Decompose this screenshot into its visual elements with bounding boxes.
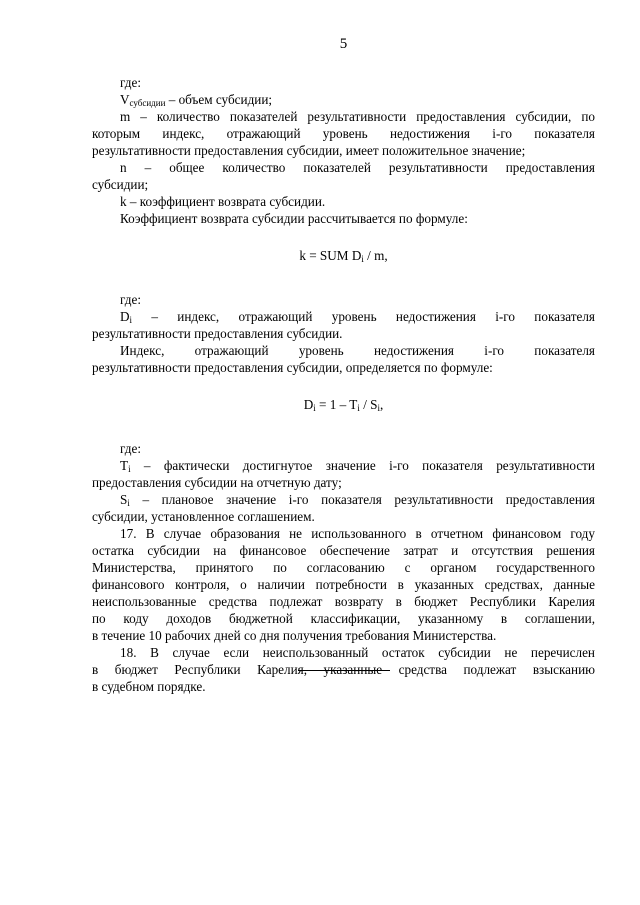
index-intro-line-2: результативности предоставления субсидии, определяется по формуле: <box>92 360 493 375</box>
definition-d-line-1: $D_i$ – индекс, отражающий уровень недостижения i-го показателя <box>120 309 595 325</box>
subscript: i <box>313 403 316 413</box>
where-label: где: <box>120 75 141 90</box>
paragraph-18-line-1: 18. В случае если неиспользованный остаток субсидии не перечислен <box>120 645 595 660</box>
subscript: i <box>129 315 133 325</box>
paragraph-17-line-5: неиспользованные средства подлежат возврату в бюджет Республики Карелия <box>92 594 595 609</box>
definition-v: $V_{субсидии}$ – объем субсидии; <box>120 92 273 108</box>
end-of-document-rule <box>298 670 390 671</box>
definition-s-line-2: субсидии, установленное соглашением. <box>92 509 315 524</box>
definition-k: k – коэффициент возврата субсидии. <box>120 194 326 209</box>
formula-k: k = SUM $D_i$ / m, <box>299 248 388 264</box>
paragraph-17-line-4: финансового контроля, о наличии потребности в указанных средствах, данные <box>92 577 595 592</box>
subscript: субсидии <box>129 98 166 108</box>
where-label: где: <box>120 441 141 456</box>
definition-s-line-1: $S_i$ – плановое значение i-го показателя результативности предоставления <box>120 492 595 508</box>
subscript: i <box>361 254 364 264</box>
definition-m-line-2: которым индекс, отражающий уровень недостижения i-го показателя <box>92 126 595 141</box>
formula-d: $D_i = 1 - T_i / S_i$, <box>303 397 384 413</box>
paragraph-17-line-6: по коду доходов бюджетной классификации, указанному в соглашении, <box>92 611 595 626</box>
page-number: 5 <box>339 36 348 52</box>
index-intro-line-1: Индекс, отражающий уровень недостижения i-го показателя <box>120 343 595 358</box>
paragraph-17-line-3: Министерства, принятого по согласованию с органом государственного <box>92 560 595 575</box>
paragraph-17-line-7: в течение 10 рабочих дней со дня получения требования Министерства. <box>92 628 497 643</box>
formula-intro-k: Коэффициент возврата субсидии рассчитывается по формуле: <box>120 211 468 226</box>
paragraph-17-line-1: 17. В случае образования не использованного в отчетном финансовом году <box>120 526 595 541</box>
definition-n-line-2: субсидии; <box>92 177 149 192</box>
paragraph-18-line-3: в судебном порядке. <box>92 679 206 694</box>
definition-t-line-1: $T_i$ – фактически достигнутое значение i-го показателя результативности <box>120 458 595 474</box>
where-label: где: <box>120 292 141 307</box>
paragraph-17-line-2: остатка субсидии на финансовое обеспечение затрат и отсутствия решения <box>92 543 595 558</box>
subscript: i <box>128 464 131 474</box>
subscript: i <box>127 498 130 508</box>
paragraph-18-line-2: в бюджет Республики Карелия, указанные средства подлежат взысканию <box>92 662 595 677</box>
definition-d-line-2: результативности предоставления субсидии. <box>92 326 343 341</box>
definition-m-line-1: m – количество показателей результативности предоставления субсидии, по <box>120 109 595 124</box>
subscript: i <box>357 403 360 413</box>
definition-m-line-3: результативности предоставления субсидии, имеет положительное значение; <box>92 143 526 158</box>
subscript: i <box>377 403 380 413</box>
document-body <box>92 74 595 695</box>
definition-n-line-1: n – общее количество показателей результативности предоставления <box>120 160 595 175</box>
definition-t-line-2: предоставления субсидии на отчетную дату; <box>92 475 342 490</box>
